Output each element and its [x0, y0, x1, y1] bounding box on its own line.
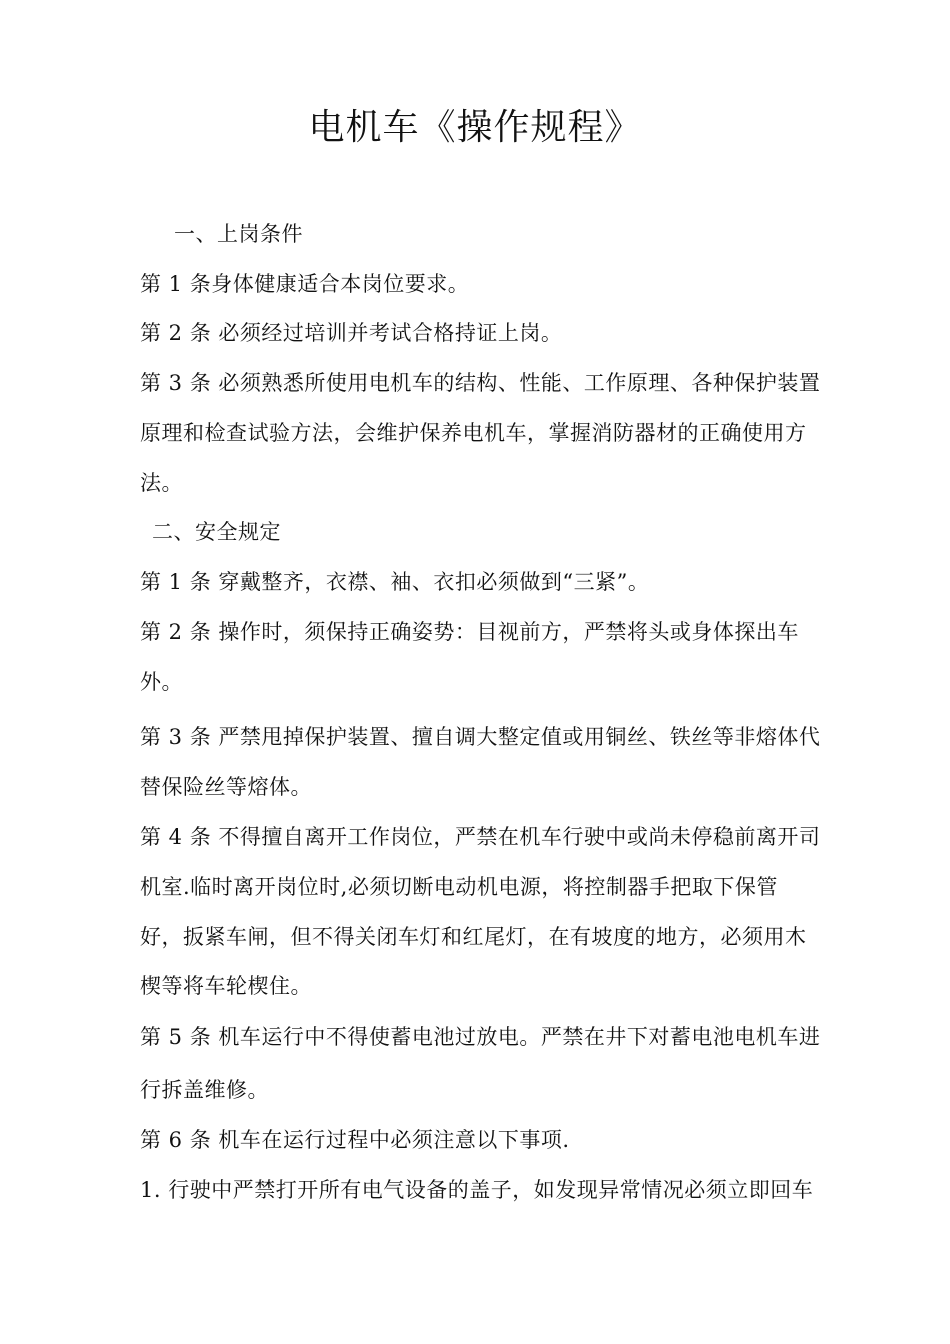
- paragraph-line: 第 2 条 操作时，须保持正确姿势：目视前方，严禁将头或身体探出车: [140, 620, 799, 644]
- document-title: 电机车《操作规程》: [308, 107, 642, 148]
- paragraph-line: 第 6 条 机车在运行过程中必须注意以下事项.: [140, 1128, 570, 1152]
- paragraph-line: 法。: [140, 471, 183, 495]
- paragraph-line: 楔等将车轮楔住。: [140, 974, 312, 998]
- paragraph-line: 第 5 条 机车运行中不得使蓄电池过放电。严禁在井下对蓄电池电机车进: [140, 1025, 821, 1049]
- paragraph-line: 第 2 条 必须经过培训并考试合格持证上岗。: [140, 321, 563, 345]
- paragraph-line: 好，扳紧车闸，但不得关闭车灯和红尾灯，在有坡度的地方，必须用木: [140, 925, 807, 949]
- paragraph-line: 第 1 条 穿戴整齐，衣襟、袖、衣扣必须做到“三紧”。: [140, 570, 650, 594]
- paragraph-line: 第 4 条 不得擅自离开工作岗位，严禁在机车行驶中或尚未停稳前离开司: [140, 825, 821, 849]
- paragraph-line: 1. 行驶中严禁打开所有电气设备的盖子，如发现异常情况必须立即回车: [140, 1178, 814, 1202]
- paragraph-line: 行拆盖维修。: [140, 1078, 269, 1102]
- section-heading-1: 一、上岗条件: [174, 222, 303, 246]
- paragraph-line: 原理和检查试验方法，会维护保养电机车，掌握消防器材的正确使用方: [140, 421, 807, 445]
- paragraph-line: 第 1 条身体健康适合本岗位要求。: [140, 272, 470, 296]
- paragraph-line: 第 3 条 必须熟悉所使用电机车的结构、性能、工作原理、各种保护装置: [140, 371, 821, 395]
- paragraph-line: 外。: [140, 670, 183, 694]
- section-heading-2: 二、安全规定: [152, 520, 281, 544]
- paragraph-line: 机室.临时离开岗位时,必须切断电动机电源，将控制器手把取下保管: [140, 875, 778, 899]
- paragraph-line: 替保险丝等熔体。: [140, 775, 312, 799]
- paragraph-line: 第 3 条 严禁甩掉保护装置、擅自调大整定值或用铜丝、铁丝等非熔体代: [140, 725, 821, 749]
